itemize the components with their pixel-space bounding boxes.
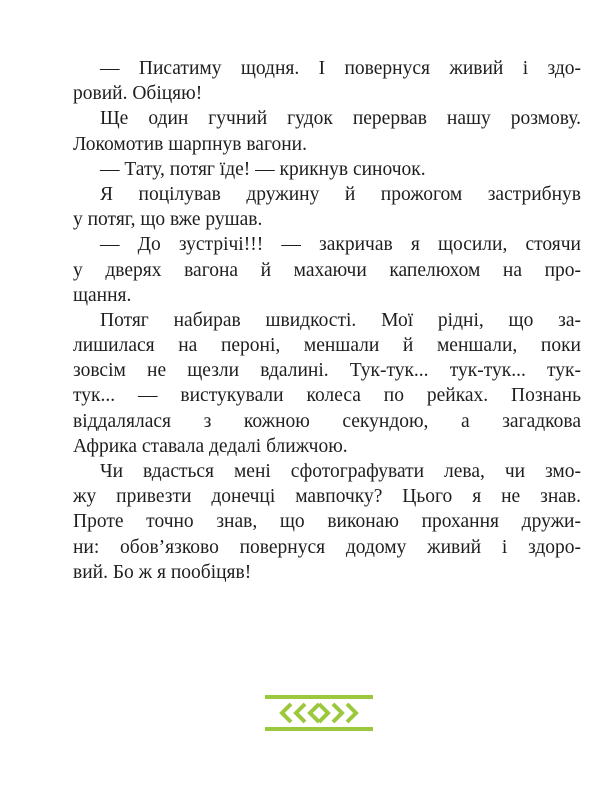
text-line: Чи вдасться мені сфотографувати лева, чи змо-	[100, 461, 581, 482]
paragraph	[73, 106, 581, 156]
text-line: віддалялася з кожною секундою, а загадкова	[73, 410, 581, 432]
text-line: — До зустрічі!!! — закричав я щосили, стоячи	[100, 234, 581, 256]
paragraph	[73, 182, 581, 232]
text-line: зовсім не щезли вдалині. Тук-тук... тук-тук... тук-	[73, 360, 581, 382]
text-line: щання.	[73, 284, 132, 306]
text-line: лишилася на пероні, меншали й меншали, поки	[73, 335, 581, 357]
text-line: Проте точно знав, що виконаю прохання дружи-	[73, 511, 581, 533]
paragraph	[73, 232, 581, 308]
paragraph	[73, 459, 581, 585]
text-line: жу привезти донечці мавпочку? Цього я не знав.	[73, 486, 581, 508]
book-page-text	[73, 56, 581, 585]
text-line: Ще один гучний гудок перервав нашу розмову.	[100, 108, 581, 130]
chevron-ornament-icon	[265, 693, 373, 733]
text-line: ни: обов’язково повернуся додому живий і здоро-	[73, 536, 581, 558]
text-line: Африка ставала дедалі ближчою.	[73, 435, 348, 457]
paragraph	[73, 308, 581, 459]
paragraph	[73, 56, 581, 106]
text-line: ровий. Обіцяю!	[73, 83, 203, 105]
text-line: Локомотив шарпнув вагони.	[73, 133, 307, 155]
text-line: у дверях вагона й махаючи капелюхом на про-	[73, 259, 581, 281]
text-line: — Писатиму щодня. І повернуся живий і здо-	[100, 58, 581, 79]
paragraph	[73, 157, 581, 182]
text-line: у потяг, що вже рушав.	[73, 209, 263, 231]
text-line: тук... — вистукували колеса по рейках. Познань	[73, 385, 581, 407]
text-line: Я поцілував дружину й прожогом застрибнув	[100, 183, 581, 205]
text-line: Потяг набирав швидкості. Мої рідні, що за-	[100, 309, 581, 331]
text-line: — Тату, потяг їде! — крикнув синочок.	[100, 158, 426, 180]
text-line: вий. Бо ж я пообіцяв!	[73, 561, 252, 583]
